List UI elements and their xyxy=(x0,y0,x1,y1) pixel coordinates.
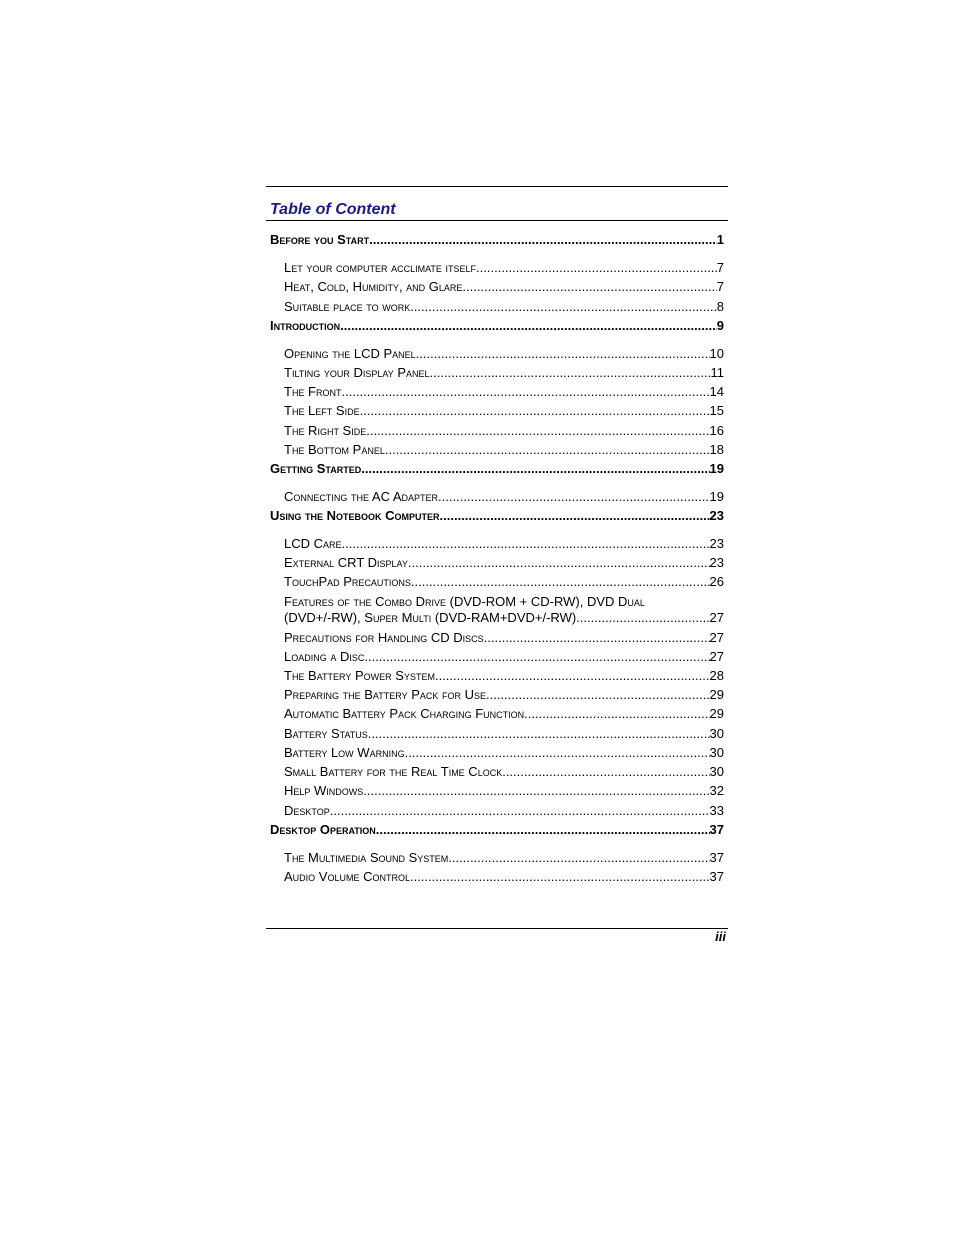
toc-entry-tilting-display[interactable]: Tilting your Display Panel ..... 11 xyxy=(284,365,724,381)
toc-entry-cd-precautions[interactable]: Precautions for Handling CD Discs ..... 27 xyxy=(284,630,724,646)
toc-entry-battery-status[interactable]: Battery Status ..... 30 xyxy=(284,726,724,742)
toc-entry-battery-power[interactable]: The Battery Power System ..... 28 xyxy=(284,668,724,684)
toc-entry-touchpad[interactable]: TouchPad Precautions ..... 26 xyxy=(284,574,724,590)
heading-rule xyxy=(266,220,728,221)
toc-entry-auto-charging[interactable]: Automatic Battery Pack Charging Function ..... 29 xyxy=(284,706,724,722)
toc-entry-ac-adapter[interactable]: Connecting the AC Adapter ..... 19 xyxy=(284,489,724,505)
toc-entry-desktop-operation[interactable]: Desktop Operation ..... 37 xyxy=(270,822,724,838)
toc-entry-left-side[interactable]: The Left Side ..... 15 xyxy=(284,403,724,419)
toc-entry-external-crt[interactable]: External CRT Display ..... 23 xyxy=(284,555,724,571)
toc-entry-lcd-care[interactable]: LCD Care ..... 23 xyxy=(284,536,724,552)
toc-entry-combo-drive[interactable]: Features of the Combo Drive (DVD-ROM + CD-RW), DVD Dual (DVD+/-RW), Super Multi (DVD-RAM+DVD+/-RW) ..... 27 xyxy=(284,594,724,626)
toc-entry-help-windows[interactable]: Help Windows ..... 32 xyxy=(284,783,724,799)
toc-entry-desktop[interactable]: Desktop ..... 33 xyxy=(284,803,724,819)
toc-entry-acclimate[interactable]: Let your computer acclimate itself ..... 7 xyxy=(284,260,724,276)
toc-entry-multimedia-sound[interactable]: The Multimedia Sound System ..... 37 xyxy=(284,850,724,866)
toc-entry-audio-volume[interactable]: Audio Volume Control ..... 37 xyxy=(284,869,724,885)
toc-entry-loading-disc[interactable]: Loading a Disc ..... 27 xyxy=(284,649,724,665)
toc-entry-preparing-battery[interactable]: Preparing the Battery Pack for Use ..... 29 xyxy=(284,687,724,703)
toc-entry-before-you-start[interactable]: Before you Start ..... 1 xyxy=(270,232,724,248)
toc-entry-right-side[interactable]: The Right Side ..... 16 xyxy=(284,423,724,439)
toc-entry-rtc-battery[interactable]: Small Battery for the Real Time Clock ..... 30 xyxy=(284,764,724,780)
toc-entry-the-front[interactable]: The Front ..... 14 xyxy=(284,384,724,400)
toc-entry-battery-low[interactable]: Battery Low Warning ..... 30 xyxy=(284,745,724,761)
toc-entry-opening-lcd[interactable]: Opening the LCD Panel ..... 10 xyxy=(284,346,724,362)
toc-entry-using-notebook[interactable]: Using the Notebook Computer ..... 23 xyxy=(270,508,724,524)
toc-page xyxy=(266,186,728,884)
toc-entry-getting-started[interactable]: Getting Started ..... 19 xyxy=(270,461,724,477)
toc-entry-bottom-panel[interactable]: The Bottom Panel ..... 18 xyxy=(284,442,724,458)
toc-entry-suitable-place[interactable]: Suitable place to work ..... 8 xyxy=(284,299,724,315)
toc-entry-heat-cold[interactable]: Heat, Cold, Humidity, and Glare ..... 7 xyxy=(284,279,724,295)
page-number: iii xyxy=(715,929,726,944)
toc-heading: Table of Content xyxy=(270,201,396,218)
toc-entry-introduction[interactable]: Introduction ..... 9 xyxy=(270,318,724,334)
